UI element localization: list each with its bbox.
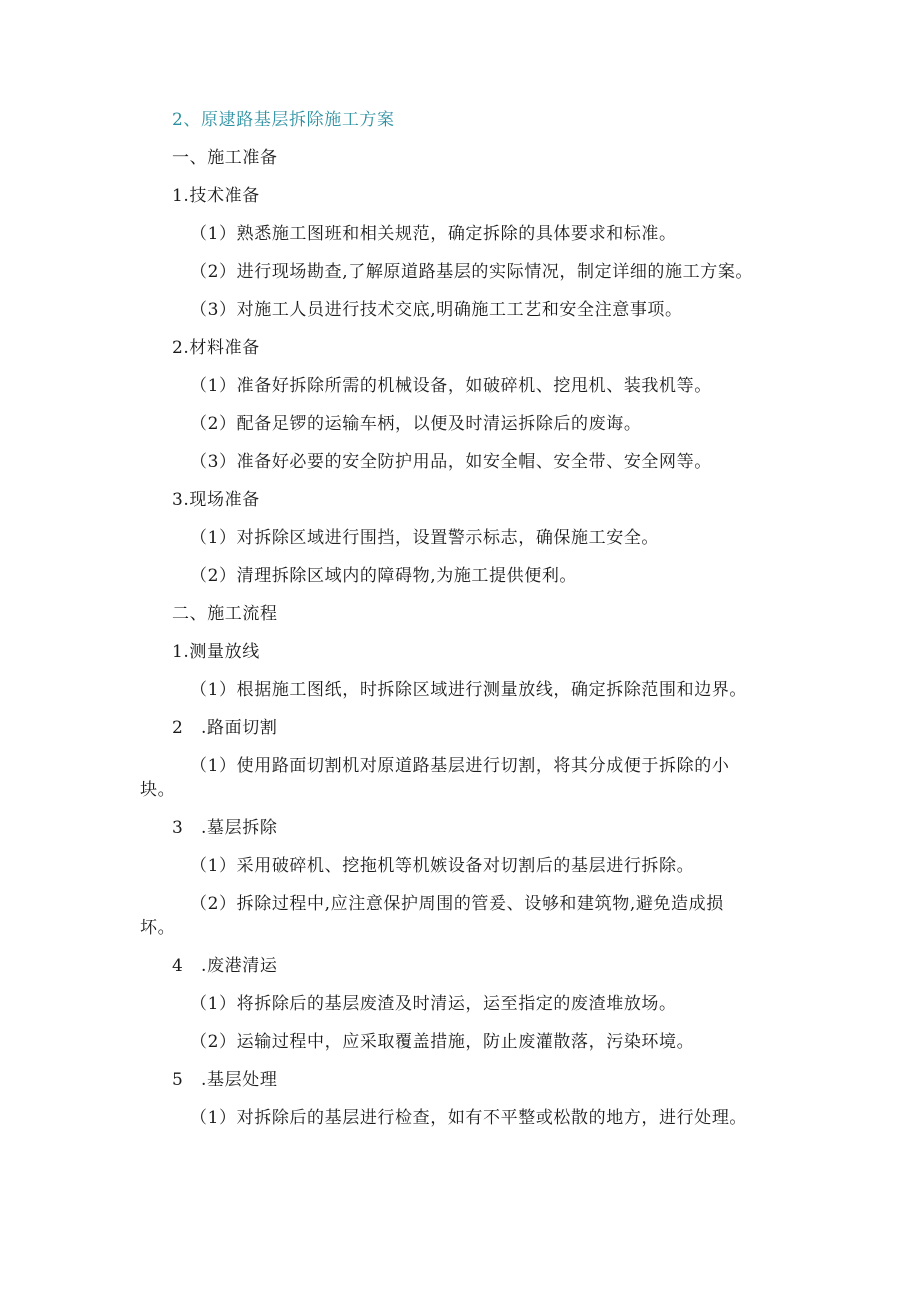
doc-title: 2、原逮路基层拆除施工方案 [172,110,395,130]
paragraph: （1）使用路面切割机对原道路基层进行切割，将其分成便于拆除的小 [190,756,730,776]
paragraph-continued: 坏。 [140,918,176,938]
section-heading-2: 二、施工流程 [172,604,278,624]
paragraph: （1）将拆除后的基层废渣及时清运，运至指定的废渣堆放场。 [190,994,677,1014]
subheading-cutting: 2 .路面切割 [172,718,278,738]
paragraph: （1）根据施工图纸，时拆除区域进行测量放线，确定拆除范围和边界。 [190,680,748,700]
subheading-site-prep: 3.现场准备 [172,490,260,510]
paragraph: （2）进行现场勘查,了解原道路基层的实际情况，制定详细的施工方案。 [190,262,754,282]
paragraph: （3）准备好必要的安全防护用品，如安全帽、安全带、安全网等。 [190,452,712,472]
subheading-survey: 1.测量放线 [172,642,260,662]
paragraph: （1）准备好拆除所需的机械设备，如破碎机、挖甩机、装我机等。 [190,376,712,396]
section-heading-1: 一、施工准备 [172,148,278,168]
paragraph: （2）运输过程中，应采取覆盖措施，防止废灌散落，污染环境。 [190,1032,695,1052]
paragraph: （3）对施工人员进行技术交底,明确施工工艺和安全注意事项。 [190,300,683,320]
paragraph: （1）对拆除后的基层进行检查，如有不平整或松散的地方，进行处理。 [190,1108,748,1128]
paragraph: （2）清理拆除区域内的障碍物,为施工提供便利。 [190,566,578,586]
paragraph: （1）熟悉施工图班和相关规范，确定拆除的具体要求和标准。 [190,224,677,244]
paragraph: （2）拆除过程中,应注意保护周围的管爰、设够和建筑物,避免造成损 [190,894,724,914]
subheading-base-treatment: 5 .基层处理 [172,1070,278,1090]
paragraph-continued: 块。 [140,780,176,800]
subheading-tech-prep: 1.技术准备 [172,186,260,206]
subheading-waste-transport: 4 .废港清运 [172,956,278,976]
subheading-removal: 3 .墓层拆除 [172,818,278,838]
subheading-material-prep: 2.材料准备 [172,338,260,358]
paragraph: （1）采用破碎机、挖拖机等机嫉设备对切割后的基层进行拆除。 [190,856,695,876]
paragraph: （2）配备足锣的运输车柄，以便及时清运拆除后的废诲。 [190,414,642,434]
paragraph: （1）对拆除区域进行围挡，设置警示标志，确保施工安全。 [190,528,660,548]
